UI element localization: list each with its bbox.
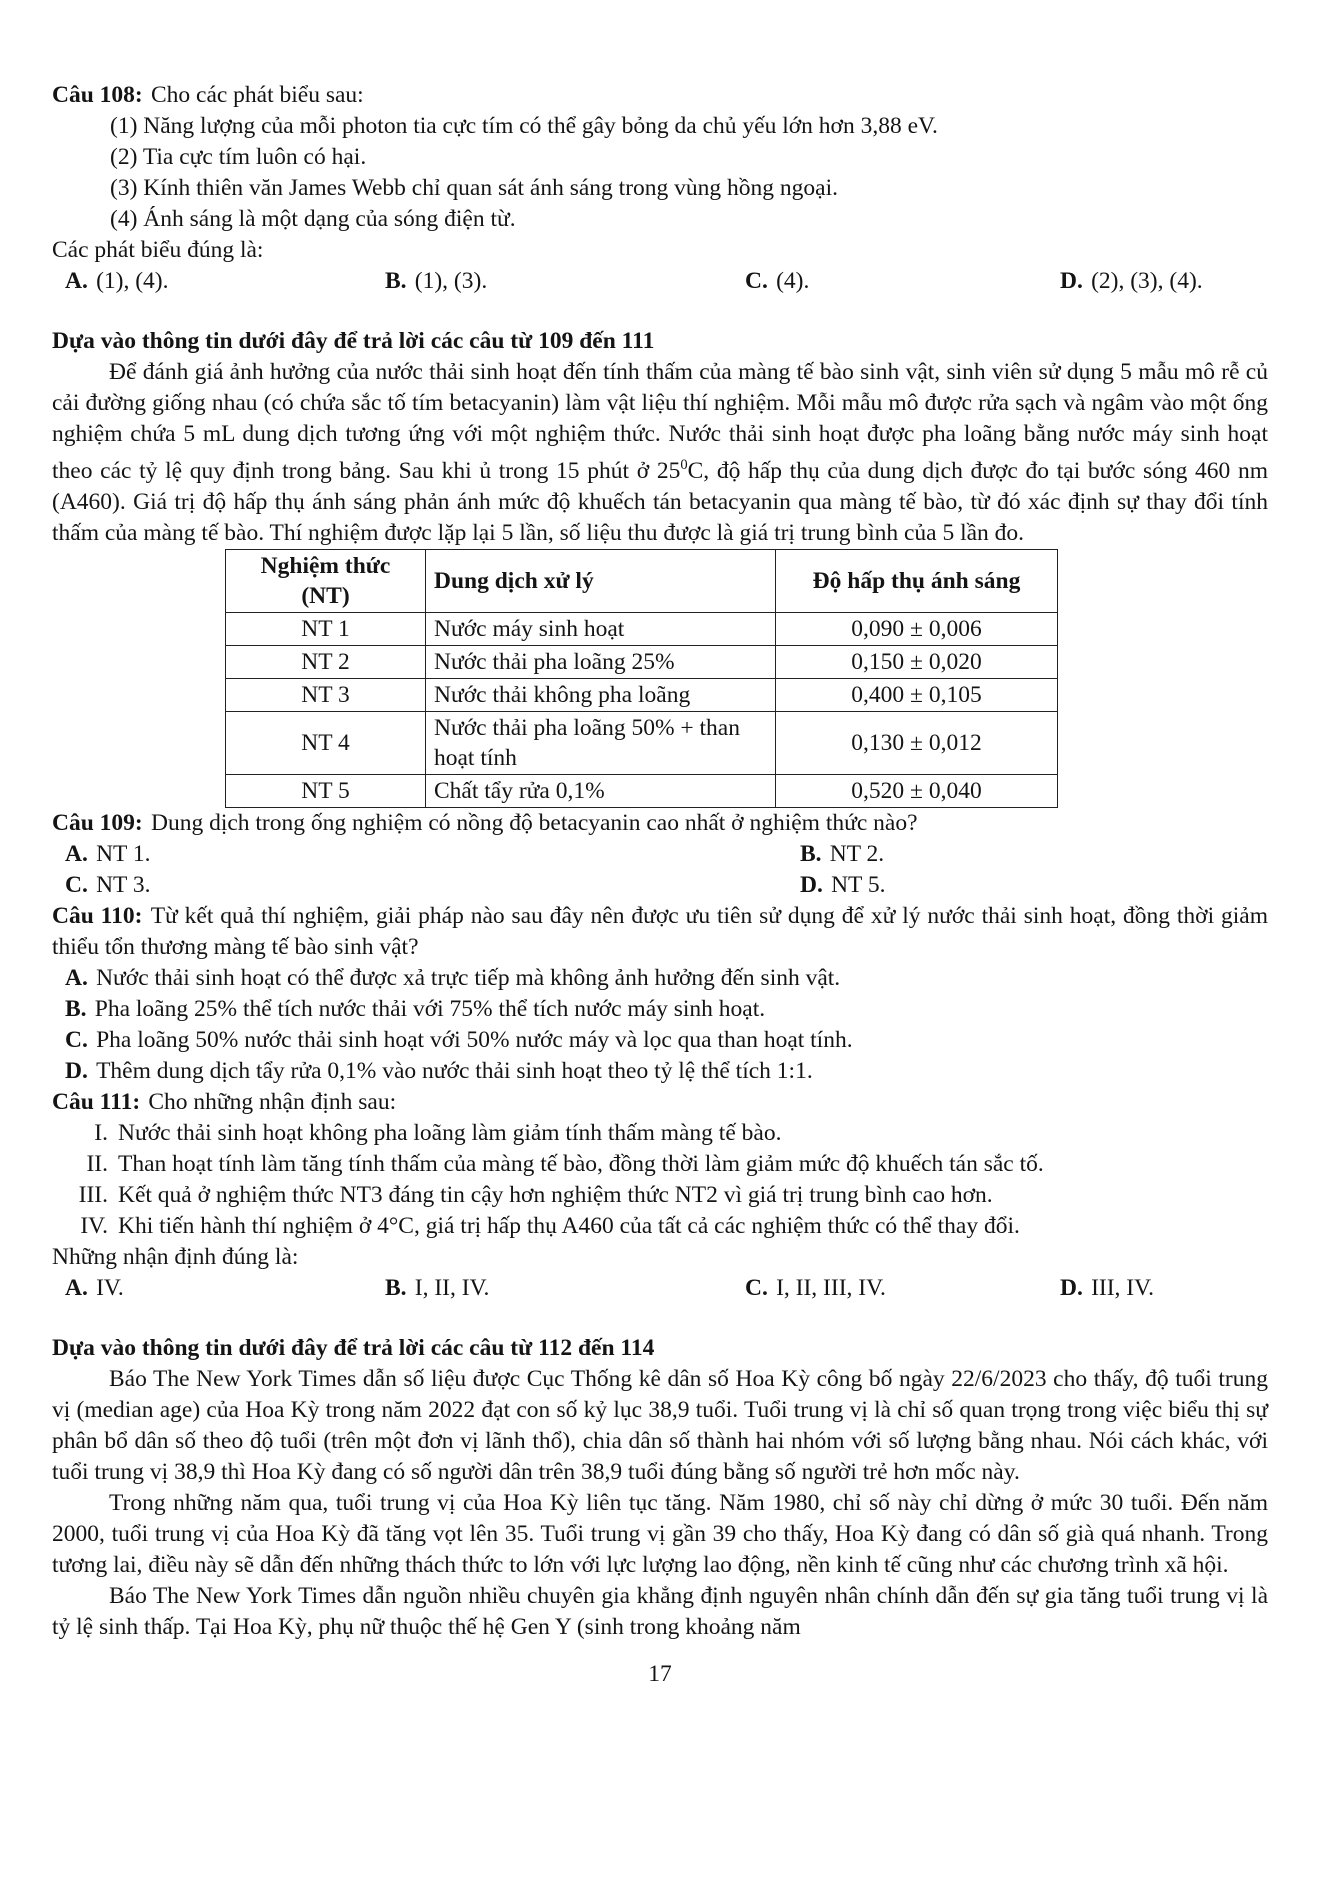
- roman-numeral-1: I.: [94, 1119, 108, 1146]
- passage-part1: Để đánh giá ảnh hưởng của nước thải sinh hoạt đến tính thấm của màng tế bào sinh vật, sinh viên sử dụng 5 mẫu mô rễ củ cải đường giống nhau (có chứa sắc tố tím betacyanin) làm vật liệu thí nghiệm. Mỗi mẫu mô được rửa sạch và ngâm vào một ống nghiệm chứa 5 mL dung dịch tương ứng với một nghiệm thức. Nước thải sinh hoạt được pha loãng bằng nước máy sinh hoạt theo các tỷ lệ quy định trong bảng. Sau khi ủ trong 15 phút ở 25: [52, 359, 1268, 484]
- question-108-intro-line: [52, 80, 1268, 111]
- question-111-options: [65, 1273, 1268, 1304]
- statement-1: (1) Năng lượng của mỗi photon tia cực tím có thể gây bỏng da chủ yếu lớn hơn 3,88 eV.: [110, 113, 938, 139]
- cell-nt2-solution: Nước thải pha loãng 25%: [426, 645, 776, 678]
- option-a: [65, 1273, 385, 1304]
- cell-nt4-solution: Nước thải pha loãng 50% + than hoạt tính: [426, 711, 776, 774]
- option-a-text: Nước thải sinh hoạt có thể được xả trực tiếp mà không ảnh hưởng đến sinh vật.: [96, 964, 841, 991]
- header-cell-absorbance: Độ hấp thụ ánh sáng: [776, 549, 1058, 612]
- option-c-label: C.: [65, 1026, 88, 1053]
- passage-112-114-paragraph-3: Báo The New York Times dẫn nguồn nhiều chuyên gia khẳng định nguyên nhân chính dẫn đến sự gia tăng tuổi trung vị là tỷ lệ sinh thấp. Tại Hoa Kỳ, phụ nữ thuộc thế hệ Gen Y (sinh trong khoảng năm: [52, 1582, 1268, 1640]
- option-c-text: (4).: [776, 268, 810, 294]
- option-b-text: NT 2.: [829, 840, 885, 867]
- option-a: [65, 266, 385, 297]
- option-c-text: Pha loãng 50% nước thải sinh hoạt với 50% nước máy và lọc qua than hoạt tính.: [96, 1026, 853, 1053]
- question-111: [52, 1087, 1268, 1304]
- experiment-table: [225, 549, 1058, 808]
- option-b-text: I, II, IV.: [414, 1274, 490, 1301]
- cell-nt3-solution: Nước thải không pha loãng: [426, 678, 776, 711]
- option-a-label: A.: [65, 964, 88, 991]
- table-row-nt1: [226, 612, 1058, 645]
- cell-nt2: NT 2: [226, 645, 426, 678]
- statement-3: (3) Kính thiên văn James Webb chỉ quan sát ánh sáng trong vùng hồng ngoại.: [110, 175, 838, 201]
- roman-statement-1: [68, 1118, 1268, 1149]
- question-108-intro: Cho các phát biểu sau:: [150, 82, 364, 108]
- option-b: [385, 266, 745, 297]
- question-108: [52, 80, 1268, 297]
- roman-text-4: Khi tiến hành thí nghiệm ở 4°C, giá trị hấp thụ A460 của tất cả các nghiệm thức có thể thay đổi.: [118, 1212, 1020, 1239]
- roman-statement-4: [68, 1211, 1268, 1242]
- option-b: [800, 839, 1268, 870]
- section-heading-109-111: Dựa vào thông tin dưới đây để trả lời các câu từ 109 đến 111: [52, 328, 655, 354]
- cell-nt3-absorbance: 0,400 ± 0,105: [776, 678, 1058, 711]
- question-110-text: Từ kết quả thí nghiệm, giải pháp nào sau đây nên được ưu tiên sử dụng để xử lý nước thải sinh hoạt, đồng thời giảm thiểu tổn thương màng tế bào sinh vật?: [52, 902, 1268, 960]
- roman-text-2: Than hoạt tính làm tăng tính thấm của màng tế bào, đồng thời làm giảm mức độ khuếch tán sắc tố.: [118, 1150, 1044, 1177]
- table-header-row: [226, 549, 1058, 612]
- passage-part2: C, độ hấp thụ của dung dịch được đo tại bước sóng 460 nm (A460). Giá trị độ hấp thụ ánh sáng phản ánh mức độ khuếch tán betacyanin qua màng tế bào, từ đó xác định sự thay đổi tính thấm của màng tế bào. Thí nghiệm được lặp lại 5 lần, số liệu thu được là giá trị trung bình của 5 lần đo.: [52, 457, 1268, 546]
- option-a-label: A.: [65, 840, 88, 867]
- question-110-line: [52, 901, 1268, 963]
- option-d: [65, 1056, 1268, 1087]
- question-111-intro-line: [52, 1087, 1268, 1118]
- option-d: [1060, 266, 1268, 297]
- cell-nt1: NT 1: [226, 612, 426, 645]
- option-d-label: D.: [1060, 268, 1083, 294]
- question-109: [52, 808, 1268, 901]
- option-b-text: (1), (3).: [414, 268, 488, 294]
- passage-112-114-paragraph-1: Báo The New York Times dẫn số liệu được Cục Thống kê dân số Hoa Kỳ công bố ngày 22/6/2023 cho thấy, độ tuổi trung vị (median age) của Hoa Kỳ trong năm 2022 đạt con số kỷ lục 38,9 tuổi. Tuổi trung vị là chỉ số quan trọng trong việc biểu thị sự phân bổ dân số theo độ tuổi (trên một đơn vị lãnh thổ), chia dân số thành hai nhóm với số lượng bằng nhau. Nói cách khác, với tuổi trung vị 38,9 thì Hoa Kỳ đang có số người dân trên 38,9 tuổi đúng bằng số người trẻ hơn mốc này.: [52, 1365, 1268, 1485]
- cell-nt5-absorbance: 0,520 ± 0,040: [776, 774, 1058, 807]
- option-a: [65, 963, 1268, 994]
- cell-nt3: NT 3: [226, 678, 426, 711]
- option-b-label: B.: [800, 840, 822, 867]
- question-108-prompt: Các phát biểu đúng là:: [52, 237, 264, 263]
- section-heading-112-114: Dựa vào thông tin dưới đây để trả lời các câu từ 112 đến 114: [52, 1334, 655, 1361]
- option-d-label: D.: [65, 1057, 88, 1084]
- roman-numeral-3: III.: [78, 1181, 108, 1208]
- passage-109-111: [52, 357, 1268, 549]
- option-c: [745, 1273, 1060, 1304]
- question-108-options: [65, 266, 1268, 297]
- option-c-text: I, II, III, IV.: [776, 1274, 886, 1301]
- option-a-text: NT 1.: [96, 840, 151, 867]
- option-d-label: D.: [800, 871, 823, 898]
- passage-112-114-paragraph-2: Trong những năm qua, tuổi trung vị của Hoa Kỳ liên tục tăng. Năm 1980, chỉ số này chỉ dừng ở mức 30 tuổi. Đến năm 2000, tuổi trung vị của Hoa Kỳ đã tăng vọt lên 35. Tuổi trung vị gần 39 cho thấy, Hoa Kỳ đang có dân số già quá nhanh. Trong tương lai, điều này sẽ dẫn đến những thách thức to lớn với lực lượng lao động, nền kinh tế cũng như các chương trình xã hội.: [52, 1489, 1268, 1578]
- option-b: [65, 994, 1268, 1025]
- table-row-nt2: [226, 645, 1058, 678]
- question-110-label: Câu 110:: [52, 902, 143, 929]
- option-d-text: III, IV.: [1091, 1274, 1154, 1301]
- option-d-label: D.: [1060, 1274, 1083, 1301]
- cell-nt5: NT 5: [226, 774, 426, 807]
- page-number: 17: [648, 1660, 672, 1687]
- question-111-prompt: Những nhận định đúng là:: [52, 1243, 299, 1270]
- option-a-text: IV.: [96, 1274, 124, 1301]
- option-c-label: C.: [745, 1274, 768, 1301]
- option-d-text: (2), (3), (4).: [1091, 268, 1203, 294]
- option-b-label: B.: [385, 268, 407, 294]
- roman-numeral-2: II.: [86, 1150, 108, 1177]
- option-d: [1060, 1273, 1268, 1304]
- table-row-nt5: [226, 774, 1058, 807]
- cell-nt5-solution: Chất tẩy rửa 0,1%: [426, 774, 776, 807]
- statement-2: (2) Tia cực tím luôn có hại.: [110, 144, 367, 170]
- option-d: [800, 870, 1268, 901]
- cell-nt1-absorbance: 0,090 ± 0,006: [776, 612, 1058, 645]
- question-109-text: Dung dịch trong ống nghiệm có nồng độ betacyanin cao nhất ở nghiệm thức nào?: [150, 809, 918, 836]
- option-d-text: NT 5.: [831, 871, 886, 898]
- option-a: [65, 839, 800, 870]
- header-cell-nt: Nghiệm thức (NT): [226, 549, 426, 612]
- option-c-label: C.: [65, 871, 88, 898]
- roman-numeral-4: IV.: [80, 1212, 108, 1239]
- question-111-label: Câu 111:: [52, 1088, 141, 1115]
- roman-text-3: Kết quả ở nghiệm thức NT3 đáng tin cậy hơn nghiệm thức NT2 vì giá trị trung bình cao hơn.: [118, 1181, 993, 1208]
- cell-nt4-absorbance: 0,130 ± 0,012: [776, 711, 1058, 774]
- option-a-text: (1), (4).: [96, 268, 169, 294]
- option-c: [745, 266, 1060, 297]
- option-a-label: A.: [65, 268, 88, 294]
- cell-nt2-absorbance: 0,150 ± 0,020: [776, 645, 1058, 678]
- option-c: [65, 870, 800, 901]
- option-a-label: A.: [65, 1274, 88, 1301]
- table-row-nt4: [226, 711, 1058, 774]
- option-b-label: B.: [385, 1274, 407, 1301]
- option-b-label: B.: [65, 995, 87, 1022]
- degree-superscript: 0: [680, 457, 688, 473]
- statement-4: (4) Ánh sáng là một dạng của sóng điện từ.: [110, 206, 516, 232]
- option-b: [385, 1273, 745, 1304]
- table-row-nt3: [226, 678, 1058, 711]
- cell-nt1-solution: Nước máy sinh hoạt: [426, 612, 776, 645]
- question-108-label: Câu 108:: [52, 82, 143, 108]
- option-c: [65, 1025, 1268, 1056]
- option-c-text: NT 3.: [96, 871, 151, 898]
- question-111-intro: Cho những nhận định sau:: [148, 1088, 397, 1115]
- cell-nt4: NT 4: [226, 711, 426, 774]
- option-b-text: Pha loãng 25% thể tích nước thải với 75% thể tích nước máy sinh hoạt.: [94, 995, 766, 1022]
- header-cell-solution: Dung dịch xử lý: [426, 549, 776, 612]
- option-d-text: Thêm dung dịch tẩy rửa 0,1% vào nước thải sinh hoạt theo tỷ lệ thể tích 1:1.: [96, 1057, 813, 1084]
- roman-statement-2: [68, 1149, 1268, 1180]
- question-110: [52, 901, 1268, 1087]
- question-109-options: [65, 839, 1268, 901]
- roman-statement-3: [68, 1180, 1268, 1211]
- option-c-label: C.: [745, 268, 768, 294]
- question-109-line: [52, 808, 1268, 839]
- roman-text-1: Nước thải sinh hoạt không pha loãng làm giảm tính thấm màng tế bào.: [118, 1119, 782, 1146]
- question-109-label: Câu 109:: [52, 809, 143, 836]
